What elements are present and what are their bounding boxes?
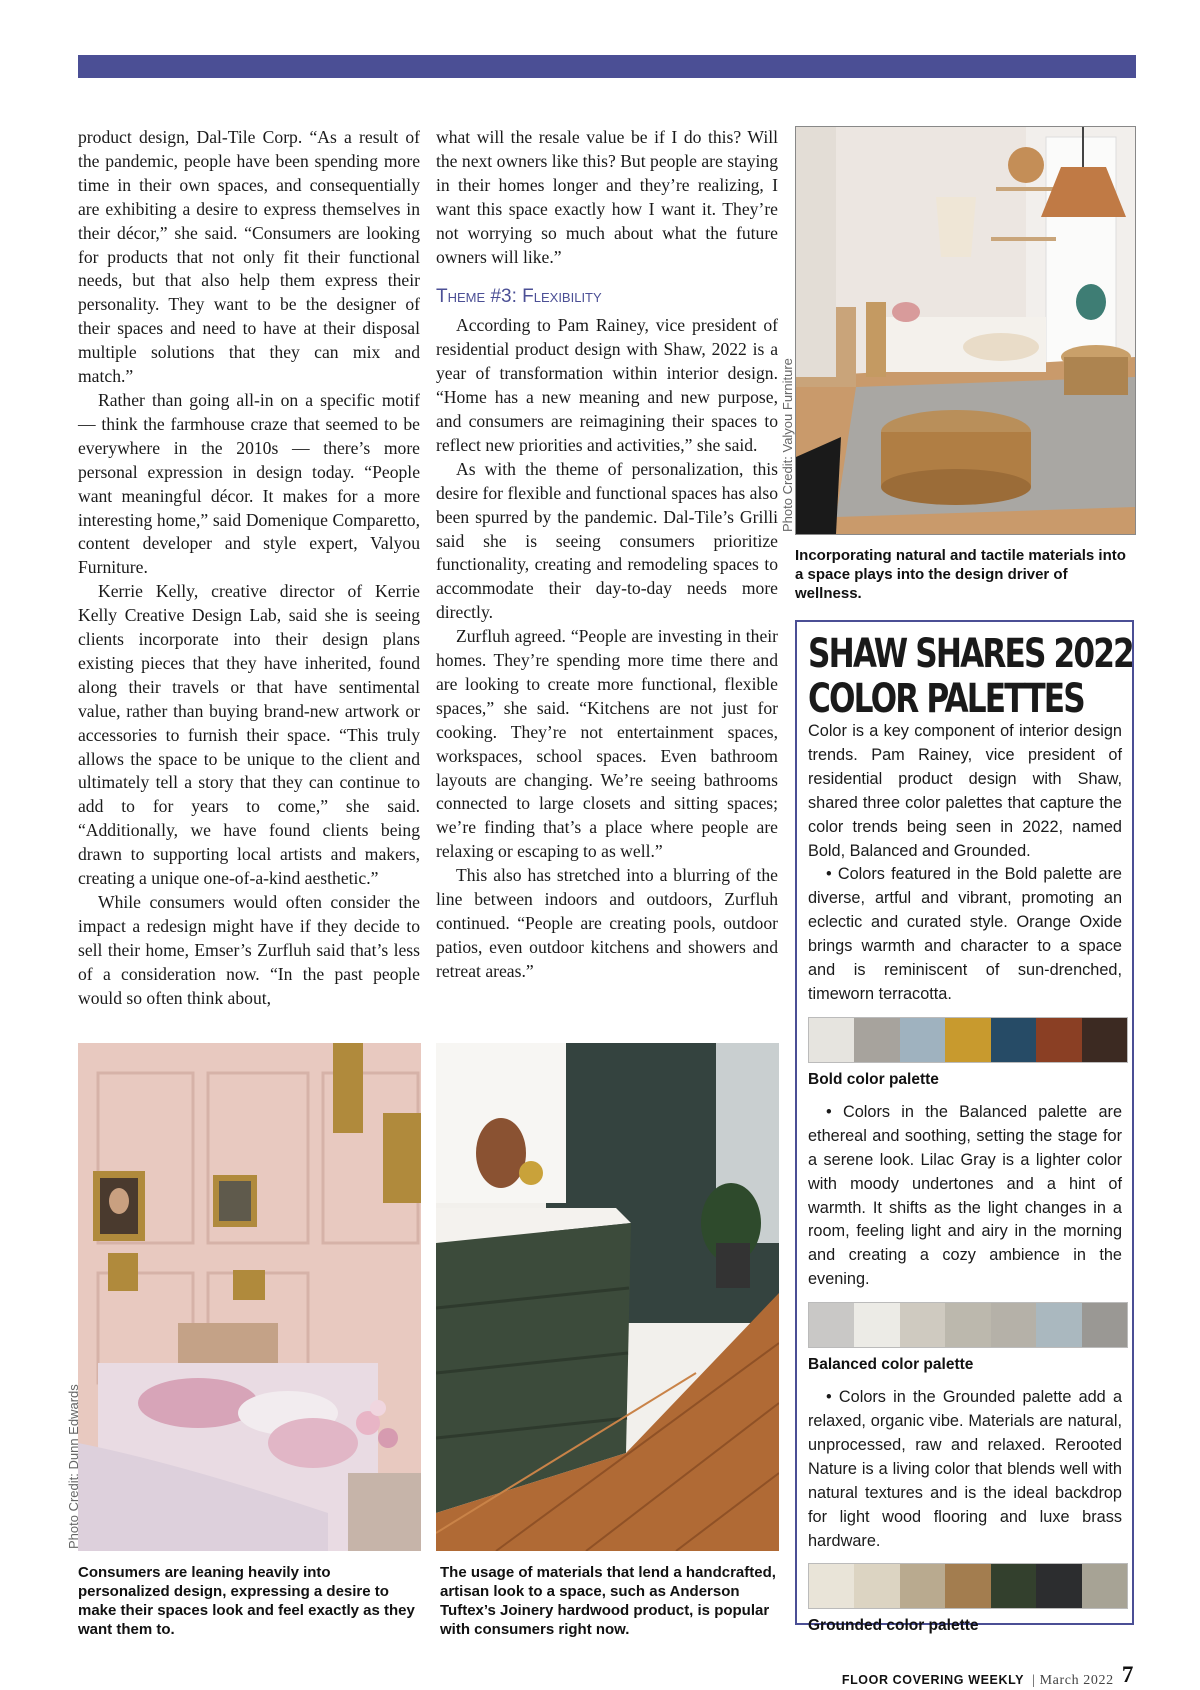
bedroom-photo (78, 1043, 421, 1551)
palette-description: • Colors in the Balanced palette are ethereal and soothing, setting the stage for a serene look. Lilac Gray is a lighter color with moody undertones and a hint of warmth. It shifts as the light changes in a room, feeling light and airy in the morning and creating a cozy ambience in the evening. (808, 1102, 1122, 1289)
color-swatch (1082, 1018, 1127, 1062)
kitchen-photo (436, 1043, 779, 1551)
color-swatch (945, 1303, 990, 1347)
color-palettes-sidebar (795, 620, 1134, 1635)
photo-credit: Photo Credit: Dunn Edwards (66, 1384, 81, 1549)
section-heading: Theme #3: Flexibility (436, 286, 602, 308)
color-swatch (1036, 1018, 1081, 1062)
header-color-bar (78, 55, 1136, 78)
paragraph: Zurfluh agreed. “People are investing in their homes. They’re spending more time there and are looking to create more functional, flexible spaces,” she said. “Kitchens are not just for cooking. They’re not entertainment spaces, workspaces, school spaces. Even bathroom layouts are changing. We’re seeing bathrooms connected to large closets and sitting spaces; we’re finding that’s a place where people are relaxing or escaping to as well.” (436, 626, 778, 862)
color-swatch (809, 1303, 854, 1347)
paragraph: Rather than going all-in on a specific motif — think the farmhouse craze that seemed to be everywhere in the 2010s — there’s more personal expression in design today. “People want meaningful décor. It makes for a more interesting home,” said Domenique Comparetto, content developer and style expert, Valyou Furniture. (78, 389, 420, 578)
color-swatch (1082, 1303, 1127, 1347)
bold-palette-swatches (808, 1017, 1128, 1063)
color-swatch (854, 1018, 899, 1062)
color-swatch (900, 1564, 945, 1608)
color-swatch (991, 1564, 1036, 1608)
photo-caption: Consumers are leaning heavily into personalized design, expressing a desire to make their spaces look and feel exactly as they want them to. (78, 1564, 415, 1638)
paragraph: what will the resale value be if I do this? Will the next owners like this? But people are staying in their homes longer and they’re realizing, I want this space exactly how I want it. They’re not worrying so much about what the future owners will like.” (436, 127, 779, 267)
palette-description: • Colors featured in the Bold palette are diverse, artful and vibrant, promoting an eclectic and curated style. Orange Oxide brings warmth and character to a space and is reminiscent of sun-drenched, timeworn terracotta. (808, 865, 1122, 1003)
sidebar-title: SHAW SHARES 2022 COLOR PALETTES (808, 631, 1133, 722)
color-swatch (1036, 1564, 1081, 1608)
page-number: 7 (1121, 1662, 1134, 1687)
article-column-1 (78, 126, 420, 1011)
color-swatch (900, 1303, 945, 1347)
color-swatch (991, 1303, 1036, 1347)
color-swatch (945, 1018, 990, 1062)
paragraph: Kerrie Kelly, creative director of Kerrie Kelly Creative Design Lab, said she is seeing clients incorporate into their design plans existing pieces that they have inherited, found along their travels or that have sentimental value, rather than buying brand-new artwork or accessories to furnish their space. “This truly allows the space to be unique to the client and ultimately tell a story that they can continue to add to for years to come,” she said. “Additionally, we have found clients being drawn to supporting local artists and makers, creating a unique one-of-a-kind aesthetic.” (78, 581, 420, 889)
color-swatch (809, 1564, 854, 1608)
photo-credit: Photo Credit: Valyou Furniture (780, 358, 795, 532)
issue-date: | March 2022 (1032, 1673, 1114, 1688)
color-swatch (854, 1303, 899, 1347)
color-swatch (854, 1564, 899, 1608)
living-room-photo (795, 126, 1136, 535)
palette-caption: Grounded color palette (808, 1617, 979, 1635)
color-swatch (1036, 1303, 1081, 1347)
paragraph: According to Pam Rainey, vice president of residential product design with Shaw, 2022 is a year of transformation within interior design. “Home has a new meaning and new purpose, and consumers are reimagining their spaces to reflect new priorities and activities,” she said. (436, 315, 778, 455)
palette-caption: Balanced color palette (808, 1356, 974, 1374)
color-swatch (945, 1564, 990, 1608)
paragraph: As with the theme of personalization, this desire for flexible and functional spaces has also been spurred by the pandemic. Dal-Tile’s Grilli said she is seeing consumers prioritize functionality, creating and remodeling spaces to accommodate their day-to-day needs more directly. (436, 458, 778, 623)
grounded-palette-swatches (808, 1563, 1128, 1609)
paragraph: While consumers would often consider the impact a redesign might have if they decide to sell their home, Emser’s Zurfluh said that’s less of a consideration now. “In the past people would so often think about, (78, 892, 420, 1008)
paragraph: product design, Dal-Tile Corp. “As a result of the pandemic, people have been spending more time in their own spaces, and consequentially are exhibiting a desire to express themselves in their décor,” she said. “Consumers are looking for products that not only fit their functional needs, but that also help them express their personality. They want to be the designer of their spaces and need to have at their disposal multiple solutions that they can mix and match.” (78, 127, 420, 387)
sidebar-intro: Color is a key component of interior design trends. Pam Rainey, vice president of residential product design with Shaw, shared three color palettes that capture the color trends being seen in 2022, named Bold, Balanced and Grounded. (808, 722, 1122, 860)
color-swatch (991, 1018, 1036, 1062)
palette-caption: Bold color palette (808, 1070, 939, 1088)
balanced-palette-swatches (808, 1302, 1128, 1348)
article-column-2 (436, 126, 778, 984)
publication-name: FLOOR COVERING WEEKLY (841, 1673, 1025, 1687)
color-swatch (809, 1018, 854, 1062)
palette-description: • Colors in the Grounded palette add a relaxed, organic vibe. Materials are natural, unprocessed, raw and relaxed. Rerooted Nature is a living color that blends well with natural textures and is the ideal backdrop for light wood flooring and luxe brass hardware. (808, 1388, 1122, 1550)
color-swatch (900, 1018, 945, 1062)
photo-caption: Incorporating natural and tactile materials into a space plays into the design driver of wellness. (795, 547, 1126, 602)
paragraph: This also has stretched into a blurring of the line between indoors and outdoors, Zurfluh continued. “People are creating pools, outdoor patios, even outdoor kitchens and showers and retreat areas.” (436, 865, 778, 981)
page-footer (842, 1664, 1134, 1690)
color-swatch (1082, 1564, 1127, 1608)
photo-caption: The usage of materials that lend a handcrafted, artisan look to a space, such as Anderson Tuftex’s Joinery hardwood product, is popular with consumers right now. (440, 1564, 776, 1638)
